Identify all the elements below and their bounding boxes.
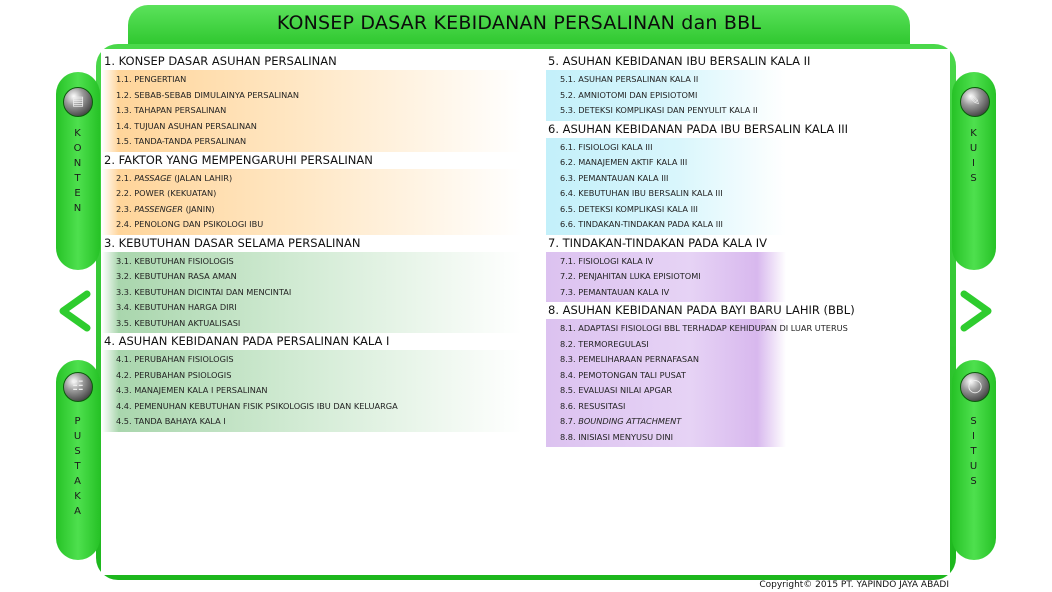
menu-item[interactable] [116,217,522,233]
menu-item-number: 2.2. [116,188,135,198]
menu-item[interactable] [116,368,522,384]
sidebar-letter: I [972,431,976,442]
menu-item-label: TAHAPAN PERSALINAN [134,105,227,115]
menu-item-number: 3.1. [116,255,135,266]
menu-item-label: RESUSITASI [578,400,626,411]
section-8 [546,302,855,447]
sidebar-letter: S [970,476,978,487]
menu-item[interactable] [116,399,522,415]
menu-item-label: PEMENUHAN KEBUTUHAN FISIK PSIKOLOGIS IBU DAN KELUARGA [134,400,398,411]
menu-item-suffix: (JALAN LAHIR) [171,172,233,183]
section-6 [546,121,849,235]
menu-item[interactable] [560,399,786,415]
menu-item-number: 1.2. [116,89,135,100]
menu-item-number: 3.5. [116,317,135,328]
section-heading[interactable]: 3. KEBUTUHAN DASAR SELAMA PERSALINAN [104,235,361,250]
menu-item[interactable] [560,414,786,430]
menu-item[interactable] [116,202,522,218]
menu-item[interactable] [116,352,522,368]
menu-item-label: PASSAGE [134,172,172,183]
menu-item-number: 8.1. [560,323,579,333]
menu-item-number: 2.3. [116,203,135,214]
menu-item[interactable] [560,72,786,88]
menu-item[interactable] [116,383,522,399]
menu-item-number: 5.2. [560,89,579,100]
menu-item[interactable] [116,119,522,135]
menu-item-label: KEBUTUHAN FISIOLOGIS [134,255,234,266]
menu-item[interactable] [560,254,786,270]
menu-item-number: 7.1. [560,255,579,266]
menu-item-number: 8.2. [560,338,579,349]
section-heading[interactable]: 4. ASUHAN KEBIDANAN PADA PERSALINAN KALA I [104,334,390,348]
clipboard-icon[interactable]: ▤ [63,87,93,117]
menu-item[interactable] [560,430,786,446]
menu-item-label: AMNIOTOMI DAN EPISIOTOMI [578,89,698,100]
menu-item-number: 3.2. [116,271,135,281]
sidebar-letter: A [74,506,82,517]
section-items [546,319,848,447]
menu-item[interactable] [560,383,786,399]
menu-item[interactable] [560,171,786,187]
menu-item-label: PEMANTAUAN KALA IV [578,286,670,297]
menu-item-number: 7.2. [560,271,579,281]
section-heading[interactable]: 1. KONSEP DASAR ASUHAN PERSALINAN [104,54,337,68]
menu-item-label: KEBUTUHAN HARGA DIRI [134,302,237,312]
section-2 [102,152,522,235]
section-items [102,70,522,152]
sidebar-letter: S [970,173,978,184]
menu-item-number: 8.8. [560,431,579,442]
copyright-text: Copyright© 2015 PT. YAPINDO JAYA ABADI [759,580,949,590]
menu-item-label: PENOLONG DAN PSIKOLOGI IBU [134,219,264,229]
menu-item-number: 1.4. [116,120,135,131]
menu-item-number: 6.2. [560,157,579,167]
menu-item-number: 4.5. [116,416,135,426]
menu-item[interactable] [116,88,522,104]
menu-item-label: KEBUTUHAN DICINTAI DAN MENCINTAI [134,286,292,297]
sidebar-letter: U [969,461,979,472]
menu-item-number: 3.3. [116,286,135,297]
situs-label[interactable] [952,414,996,489]
menu-item-label: KEBUTUHAN RASA AMAN [134,271,237,281]
section-items [546,252,786,303]
menu-item-number: 2.4. [116,219,135,229]
menu-item-number: 6.1. [560,141,579,152]
menu-item-label: DETEKSI KOMPLIKASI KALA III [578,203,698,214]
pustaka-label[interactable] [56,414,100,519]
menu-item-label: PEMANTAUAN KALA III [578,172,669,183]
menu-item[interactable] [116,316,522,332]
menu-item-label: TINDAKAN-TINDAKAN PADA KALA III [578,219,723,229]
menu-item-number: 4.4. [116,400,135,411]
sidebar-letter: K [74,491,82,502]
menu-item-label: ASUHAN PERSALINAN KALA II [578,74,699,84]
section-3 [102,235,522,334]
section-7 [546,235,786,303]
menu-item-label: TANDA BAHAYA KALA I [134,416,226,426]
sidebar-letter: T [74,461,82,472]
menu-item-number: 4.1. [116,354,135,364]
menu-item[interactable] [560,202,786,218]
section-items [102,350,522,432]
menu-item-number: 6.6. [560,219,579,229]
menu-item[interactable] [560,368,786,384]
menu-item-label: INISIASI MENYUSU DINI [578,431,674,442]
menu-column-right [546,53,855,447]
menu-item[interactable] [116,186,522,202]
menu-item-label: BOUNDING ATTACHMENT [578,416,682,426]
menu-item-number: 6.3. [560,172,579,183]
section-1 [102,53,522,152]
menu-item-label: FISIOLOGI KALA IV [578,255,654,266]
sidebar-letter: K [970,128,978,139]
section-heading[interactable]: 8. ASUHAN KEBIDANAN PADA BAYI BARU LAHIR (BBL) [548,303,855,317]
menu-item[interactable] [560,321,848,337]
menu-item-number: 1.3. [116,105,135,115]
menu-item-number: 6.4. [560,188,579,198]
sidebar-letter: P [74,416,82,427]
menu-item[interactable] [116,414,522,430]
menu-item-label: PENJAHITAN LUKA EPISIOTOMI [578,271,701,281]
sidebar-letter: T [74,173,82,184]
menu-item-label: MANAJEMEN AKTIF KALA III [578,157,688,167]
menu-item-number: 3.4. [116,302,135,312]
section-heading[interactable]: 7. TINDAKAN-TINDAKAN PADA KALA IV [548,235,767,250]
menu-item[interactable] [560,103,786,119]
menu-item[interactable] [560,140,786,156]
menu-item[interactable] [116,134,522,150]
konten-label[interactable] [56,126,100,216]
menu-item-number: 8.3. [560,354,579,364]
menu-item[interactable] [560,285,786,301]
sidebar-letter: N [73,203,83,214]
sidebar-letter: U [969,143,979,154]
section-items [102,169,522,235]
menu-item[interactable] [560,155,786,171]
section-items [546,138,786,235]
menu-item-label: KEBUTUHAN IBU BERSALIN KALA III [578,188,723,198]
menu-item[interactable] [560,217,786,233]
menu-item-number: 8.7. [560,416,579,426]
sidebar-letter: A [74,476,82,487]
menu-item-number: 2.1. [116,172,135,183]
section-heading[interactable]: 5. ASUHAN KEBIDANAN IBU BERSALIN KALA II [548,54,811,68]
menu-item[interactable] [560,186,786,202]
menu-item-label: PEMELIHARAAN PERNAFASAN [578,354,699,364]
menu-item-number: 4.3. [116,385,135,395]
section-items [546,70,786,121]
sidebar-letter: O [73,143,83,154]
pencil-icon[interactable]: ✎ [960,87,990,117]
menu-item-number: 8.6. [560,400,579,411]
menu-item[interactable] [116,72,522,88]
menu-item-label: EVALUASI NILAI APGAR [578,385,673,395]
menu-item-number: 6.5. [560,203,579,214]
page-title: KONSEP DASAR KEBIDANAN PERSALINAN dan BBL [276,12,762,34]
menu-item-number: 5.1. [560,74,579,84]
menu-item-label: TERMOREGULASI [578,338,649,349]
menu-item[interactable] [116,269,522,285]
sidebar-letter: S [74,446,82,457]
menu-item[interactable] [560,337,786,353]
kuis-label[interactable] [952,126,996,186]
sidebar-letter: E [74,188,82,199]
menu-item[interactable] [560,88,786,104]
menu-item-number: 8.5. [560,385,579,395]
globe-icon[interactable]: ◯ [960,372,990,402]
menu-item[interactable] [116,103,522,119]
menu-item[interactable] [116,300,522,316]
menu-item[interactable] [116,285,522,301]
menu-item-label: PERUBAHAN PSIOLOGIS [134,369,232,380]
sidebar-letter: I [972,158,976,169]
sidebar-letter: K [74,128,82,139]
section-heading[interactable]: 2. FAKTOR YANG MEMPENGARUHI PERSALINAN [104,152,373,167]
book-icon[interactable]: ☷ [63,372,93,402]
menu-item[interactable] [560,352,786,368]
menu-item-number: 1.5. [116,136,135,146]
menu-item-label: SEBAB-SEBAB DIMULAINYA PERSALINAN [134,89,300,100]
sidebar-letter: U [73,431,83,442]
menu-item-label: PASSENGER [134,203,183,214]
menu-item-label: TUJUAN ASUHAN PERSALINAN [134,120,257,131]
sidebar-letter: T [970,446,978,457]
menu-column-left [102,53,522,432]
menu-item-number: 1.1. [116,74,135,84]
menu-item-label: FISIOLOGI KALA III [578,141,653,152]
menu-item-number: 5.3. [560,105,579,115]
section-4 [102,333,522,432]
menu-item-label: TANDA-TANDA PERSALINAN [134,136,247,146]
section-heading[interactable]: 6. ASUHAN KEBIDANAN PADA IBU BERSALIN KALA III [548,121,849,136]
menu-item-label: PENGERTIAN [134,74,187,84]
next-arrow-icon[interactable] [960,290,994,332]
prev-arrow-icon[interactable] [57,290,91,332]
menu-item-label: POWER (KEKUATAN) [134,188,217,198]
menu-item-label: KEBUTUHAN AKTUALISASI [134,317,241,328]
menu-item-number: 7.3. [560,286,579,297]
menu-item-label: MANAJEMEN KALA I PERSALINAN [134,385,268,395]
menu-item-number: 4.2. [116,369,135,380]
menu-item-label: PEMOTONGAN TALI PUSAT [578,369,686,380]
section-items [102,252,522,334]
menu-item[interactable] [116,254,522,270]
menu-item-number: 8.4. [560,369,579,380]
sidebar-letter: S [970,416,978,427]
sidebar-letter: N [73,158,83,169]
menu-item-label: PERUBAHAN FISIOLOGIS [134,354,234,364]
section-5 [546,53,811,121]
menu-item-suffix: (JANIN) [182,203,215,214]
menu-item[interactable] [560,269,786,285]
menu-item-label: ADAPTASI FISIOLOGI BBL TERHADAP KEHIDUPAN DI LUAR UTERUS [578,323,848,333]
menu-item-label: DETEKSI KOMPLIKASI DAN PENYULIT KALA II [578,105,758,115]
menu-item[interactable] [116,171,522,187]
